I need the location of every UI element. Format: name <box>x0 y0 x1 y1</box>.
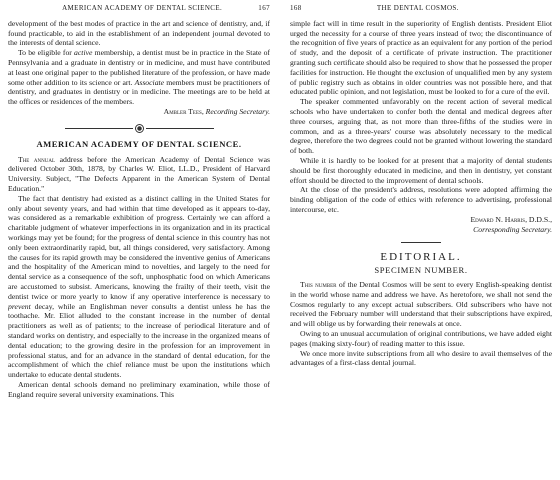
signatory-role: Recording Secretary. <box>205 106 270 116</box>
page-number: 167 <box>258 4 270 12</box>
editorial-heading: EDITORIAL. <box>380 251 462 264</box>
right-page-header <box>290 4 552 14</box>
emphasis: active <box>74 48 93 58</box>
emphasis: prevent <box>8 301 31 311</box>
emphasis: Associate <box>134 77 165 87</box>
left-page-header <box>8 4 270 14</box>
page-number: 168 <box>290 4 302 12</box>
right-page <box>290 4 552 476</box>
left-page <box>8 4 270 476</box>
paragraph <box>8 194 270 380</box>
paragraph: simple fact will in time result in the superiority of English dentists. President Eliot urged the necessity for a course of three years instead of two; the discontinuance of the recognition of five years of practice as an equivalent for any portion of the period of study, and the deposit of a certificate of private instruction. The practitioner granting such certificate should also be required to show that he possessed the proper facilities for instruction. He thought the exclusion of unqualified men by any system of public registry such as obtains in older countries was not possible here, and that educated public opinion, and not legislation, must be looked to for a cure of the evil. <box>290 18 552 97</box>
ornament-icon <box>135 124 144 133</box>
lead-words: This number <box>300 279 337 289</box>
editorial-subheading: SPECIMEN NUMBER. <box>374 265 468 276</box>
ornamental-divider <box>8 124 270 133</box>
paragraph <box>8 155 270 194</box>
paragraph <box>8 48 270 107</box>
paragraph: Owing to an unusual accumulation of original contributions, we have added eight pages (making sixty-four) of reading matter to this issue. <box>290 328 552 348</box>
text-run: address before the American Academy of Dental Science was delivered October 30th, 1878, by Charles W. Eliot, LL.D., President of Harvard University. Subject, "The Defects Apparent in the American System of Dental Education." <box>8 154 270 193</box>
signature-role <box>290 225 552 235</box>
text-run: membership, a dentist must be in practice in the State of Pennsylvania and a graduate in dentistry or in medicine, and must have contributed at least one original paper to the published literature of the profession, or have made some other addition to its science or art. <box>8 48 270 87</box>
paragraph <box>290 280 552 329</box>
paragraph: development of the best modes of practice in the art and science of dentistry, and, if found practicable, to aid in the establishment of an independent journal devoted to the interests of dental science. <box>8 18 270 48</box>
signatory-name: Ambler Tees, <box>163 106 204 116</box>
signature <box>8 107 270 117</box>
text-run: decay, while an Englishman never consults a dentist unless he has the toothache. Mr. Eliot alluded to the constant increase in the number of dental practitioners as well as of patients; to the increase of periodical literature and of standard works on dentistry, and especially to the increase in the organized means of dental education; to the growing desire in the profession for an improvement in professional status, and for an advance in the standard of dental education, for the accomplishment of which the chief reliance must be upon the institutions which undertake to educate dental students. <box>8 301 270 380</box>
paragraph: We once more invite subscriptions from all who desire to avail themselves of the advantages of a first-class dental journal. <box>290 348 552 368</box>
divider-line <box>401 242 441 243</box>
section-heading: AMERICAN ACADEMY OF DENTAL SCIENCE. <box>36 138 242 149</box>
divider-line <box>146 128 214 129</box>
running-title: AMERICAN ACADEMY OF DENTAL SCIENCE. <box>62 4 223 12</box>
text-run: members must be practitioners of dentistry, and graduates in dentistry or in medicine. The meetings are to be held at the offices or residences of the members. <box>8 77 270 107</box>
paragraph: The speaker commented unfavorably on the recent action of several medical schools who have undertaken to confer both the dental and medical degrees after three courses, arguing that, as not more than three-fifths of the studies were in common, and as a three-years' course was absolutely necessary to the medical degree, therefore the two degrees could not be granted without lowering the standard of both. <box>290 97 552 156</box>
text-run: The fact that dentistry had existed as a distinct calling in the United States for only about seventy years, and had within that time developed as it appears to-day, was considered as a remarkable exhibition of progress. Certainly we can afford a charitable judgment of whatever imperfections in its organization and in its practical workings may yet be found; for the progress of dental science in this country has not only been extraordinarily rapid, but, all things considered, very satisfactory. Among the causes for its rapid growth may be considered the inventive genius of Americans and the hospitality of the American mind to novelties, and largely to the need for dental service as a consequence of the soft, unphosphatic food on which Americans are accustomed to subsist. Americans, knowing the frailty of their teeth, visit the dentist twice or more yearly to know if any operative interference is necessary to <box>8 193 270 301</box>
paragraph: American dental schools demand no preliminary examination, while those of England require several university examinations. This <box>8 379 270 399</box>
divider-line <box>65 128 133 129</box>
signature <box>290 215 552 225</box>
text-run: To be eligible for <box>18 48 75 58</box>
signatory-role: Corresponding Secretary. <box>473 224 552 234</box>
signatory-name: Edward N. Harris, D.D.S., <box>470 214 552 224</box>
lead-words: The annual <box>18 154 56 164</box>
text-run: of the Dental Cosmos will be sent to every English-speaking dentist in the world whose name and address we have. As heretofore, we shall not send the Cosmos regularly to any except actual subscribers. Old subscribers who have not received the February number will understand that their subscriptions have expired, and will oblige us by forwarding their renewals at once. <box>290 279 552 329</box>
paragraph: At the close of the president's address, resolutions were adopted affirming the binding obligation of the code of ethics with reference to advertising, professional intercourse, etc. <box>290 185 552 214</box>
running-title: THE DENTAL COSMOS. <box>376 4 459 12</box>
paragraph: While it is hardly to be looked for at present that a majority of dental students should be first thoroughly educated in medicine, and then in dentistry, yet constant effort should be directed to the improvement of dental schools. <box>290 155 552 185</box>
